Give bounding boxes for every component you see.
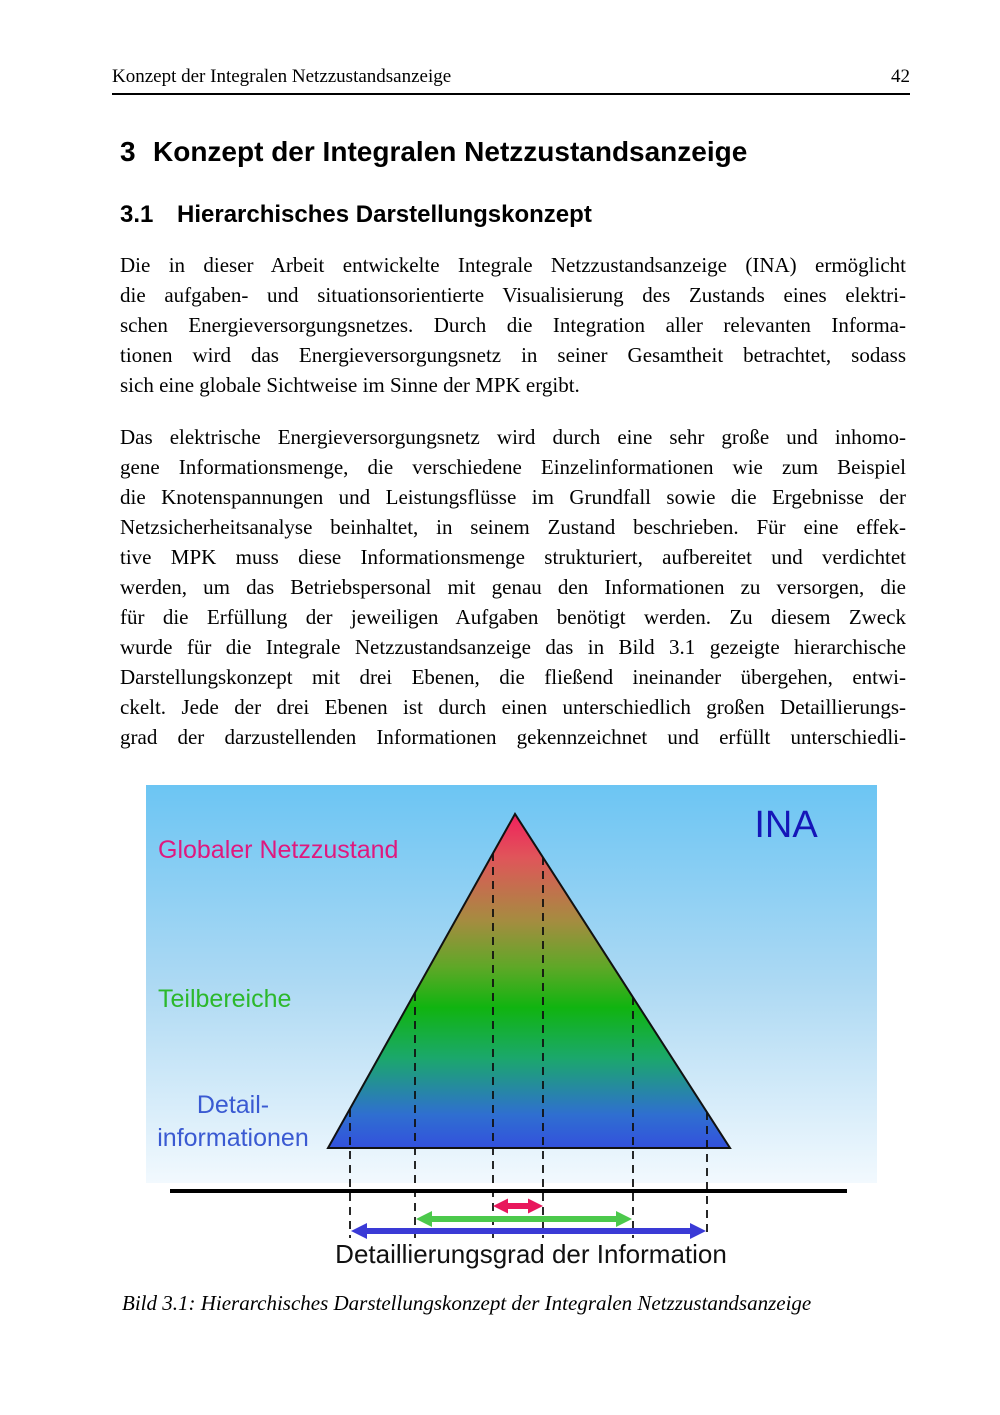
section-title: Konzept der Integralen Netzzustandsanzeige [153, 136, 748, 167]
text-line: grad der darzustellenden Informationen gekennzeichnet und erfüllt unterschiedli- [120, 725, 906, 749]
section-heading [120, 136, 747, 168]
text-line: die Knotenspannungen und Leistungsflüsse im Grundfall sowie die Ergebnisse der [120, 485, 906, 509]
text-line: wurde für die Integrale Netzzustandsanzeige das in Bild 3.1 gezeigte hierarchische [120, 635, 906, 659]
text-line: ckelt. Jede der drei Ebenen ist durch einen unterschiedlich großen Detaillierungs- [120, 695, 906, 719]
section-number: 3 [120, 136, 136, 167]
global-range-arrow [493, 1199, 543, 1214]
paragraph [120, 250, 906, 400]
text-line: Die in dieser Arbeit entwickelte Integrale Netzzustandsanzeige (INA) ermöglicht [120, 253, 906, 277]
page-number: 42 [891, 66, 910, 87]
text-line: werden, um das Betriebspersonal mit genau den Informationen zu versorgen, die [120, 575, 906, 599]
level-label-teilbereiche: Teilbereiche [158, 985, 292, 1013]
text-line: die aufgaben- und situationsorientierte Visualisierung des Zustands eines elektri- [120, 283, 906, 307]
text-line: tionen wird das Energieversorgungsnetz in seiner Gesamtheit betrachtet, sodass [120, 343, 906, 367]
text-line: tive MPK muss diese Informationsmenge strukturiert, aufbereitet und verdichtet [120, 545, 906, 569]
axis-label: Detaillierungsgrad der Information [335, 1239, 727, 1269]
detail-range-arrow [351, 1223, 706, 1239]
figure-ina-pyramid [120, 780, 910, 1275]
subsection-heading [120, 201, 592, 229]
page-header [112, 66, 910, 95]
subsection-title: Hierarchisches Darstellungskonzept [177, 201, 592, 228]
subsection-number: 3.1 [120, 201, 154, 228]
text-line: sich eine globale Sichtweise im Sinne der MPK ergibt. [120, 373, 580, 397]
running-title: Konzept der Integralen Netzzustandsanzeige [112, 66, 452, 87]
text-line: gene Informationsmenge, die verschiedene Einzelinformationen wie zum Beispiel [120, 455, 906, 479]
text-line: Darstellungskonzept mit drei Ebenen, die fließend ineinander übergehen, entwi- [120, 665, 906, 689]
level-label-detail-line2: informationen [157, 1124, 309, 1152]
level-label-global: Globaler Netzzustand [158, 836, 399, 864]
level-label-detail-line1: Detail- [196, 1091, 270, 1119]
paragraph [120, 422, 906, 752]
figure-caption: Bild 3.1: Hierarchisches Darstellungskonzept der Integralen Netzzustandsanzeige [122, 1291, 812, 1315]
text-line: Das elektrische Energieversorgungsnetz wird durch eine sehr große und inhomo- [120, 425, 906, 449]
teilbereiche-range-arrow [416, 1211, 632, 1227]
text-line: für die Erfüllung der jeweiligen Aufgaben benötigt werden. Zu diesem Zweck [120, 605, 906, 629]
text-line: Netzsicherheitsanalyse beinhaltet, in seinem Zustand beschrieben. Für eine effek- [120, 515, 906, 539]
text-line: schen Energieversorgungsnetzes. Durch die Integration aller relevanten Informa- [120, 313, 906, 337]
ina-label: INA [754, 804, 818, 846]
